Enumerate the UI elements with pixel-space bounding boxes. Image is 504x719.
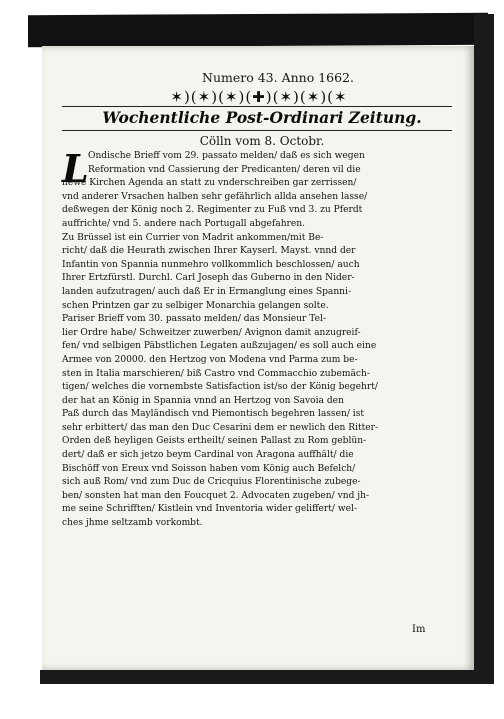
article-line: sich auß Rom/ vnd zum Duc de Cricquius Florentinische zubege- xyxy=(62,477,361,488)
article-line: me seine Schrifften/ Kistlein vnd Inventoria wider geliffert/ wel- xyxy=(62,504,358,515)
article-line: tigen/ welches die vornembste Satisfaction ist/so der König begehrt/ xyxy=(62,382,378,393)
article-line: Armee von 20000. den Hertzog von Modena vnd Parma zum be- xyxy=(62,354,358,365)
scan-right-edge xyxy=(474,14,494,684)
article-line: Reformation vnd Cassierung der Predicanten/ deren vil die xyxy=(88,164,361,175)
article-line: Pariser Brieff vom 30. passato melden/ das Monsieur Tel- xyxy=(62,314,326,325)
drop-cap: L xyxy=(62,146,89,191)
article-line: Infantin von Spannia nunmehro vollkommlich beschlossen/ auch xyxy=(62,259,360,270)
article-line: schen Printzen gar zu selbiger Monarchia gelangen solte. xyxy=(62,300,329,311)
scan-top-edge xyxy=(28,13,488,47)
article-line: Zu Brüssel ist ein Currier von Madrit ankommen/mit Be- xyxy=(62,232,324,243)
issue-line: Numero 43. Anno 1662. xyxy=(202,70,354,85)
scan-bottom-edge xyxy=(40,670,494,684)
newspaper-page xyxy=(42,46,474,670)
article-line: landen aufzutragen/ auch daß Er in Ermanglung eines Spanni- xyxy=(62,286,352,297)
article-line: sehr erbittert/ das man den Duc Cesarini dem er newlich den Ritter- xyxy=(62,422,379,433)
article-line: vnd anderer Vrsachen halben sehr gefährlich allda ansehen lasse/ xyxy=(62,191,368,202)
article-line: ben/ sonsten hat man den Foucquet 2. Advocaten zugeben/ vnd jh- xyxy=(62,490,370,501)
article-line: dert/ daß er sich jetzo beym Cardinal von Aragona auffhält/ die xyxy=(62,450,354,461)
article-line: der hat an König in Spannia vnnd an Hertzog von Savoia den xyxy=(62,395,344,406)
article-line: lier Ordre habe/ Schweitzer zuwerben/ Avignon damit anzugreif- xyxy=(62,327,361,338)
article-line: newe Kirchen Agenda an statt zu vnderschreiben gar zerrissen/ xyxy=(62,178,357,189)
article-line: deßwegen der König noch 2. Regimenter zu Fuß vnd 3. zu Pferdt xyxy=(62,205,363,216)
dateline: Cölln vom 8. Octobr. xyxy=(199,134,325,148)
article-line: ches jhme seltzamb vorkombt. xyxy=(62,518,203,529)
article-line: auffrichte/ vnd 5. andere nach Portugall abgefahren. xyxy=(62,218,306,229)
article-line: Ihrer Ertzfürstl. Durchl. Carl Joseph das Guberno in den Nider- xyxy=(62,273,355,284)
paper-title: Wochentliche Post-Ordinari Zeitung. xyxy=(102,108,422,127)
article-line: fen/ vnd selbigen Päbstlichen Legaten außzujagen/ es soll auch eine xyxy=(62,341,377,352)
ornament-row: ✶)(✶)(✶)(✚)(✶)(✶)(✶ xyxy=(170,88,348,106)
article-line: Orden deß heyligen Geists ertheilt/ seinen Pallast zu Rom geblün- xyxy=(62,436,367,447)
article-line: Paß durch das Mayländisch vnd Piemontisch begehren lassen/ ist xyxy=(62,409,365,420)
article-line: Bischöff von Ereux vnd Soisson haben vom König auch Befelch/ xyxy=(62,463,356,474)
catchword: Im xyxy=(412,624,426,635)
article-line: Ondische Brieff vom 29. passato melden/ daß es sich wegen xyxy=(88,151,365,161)
article-line: richt/ daß die Heurath zwischen Ihrer Kayserl. Mayst. vnnd der xyxy=(62,246,356,257)
article-body xyxy=(62,146,454,531)
masthead-rule-bottom xyxy=(62,130,452,131)
article-line: sten in Italia marschieren/ biß Castro vnd Commacchio zubemäch- xyxy=(62,368,370,379)
